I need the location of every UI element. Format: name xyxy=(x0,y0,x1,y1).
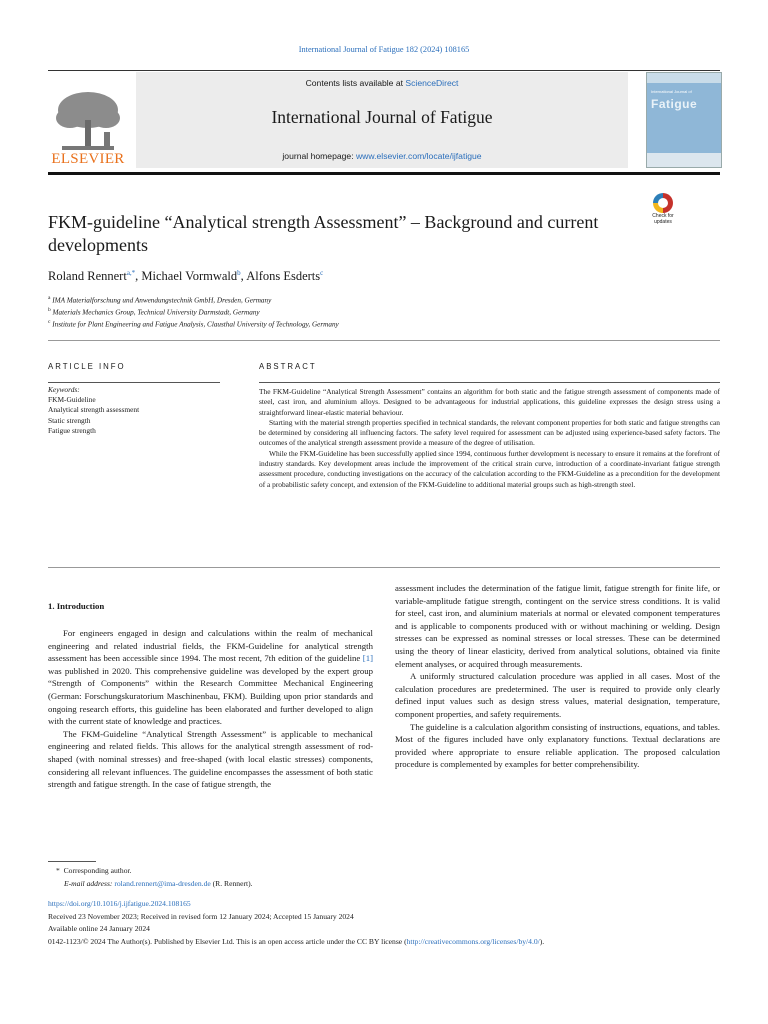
publisher-name: ELSEVIER xyxy=(51,151,125,167)
author-sup[interactable]: a,* xyxy=(126,269,136,277)
article-info-heading: ARTICLE INFO xyxy=(48,362,126,371)
section-heading-introduction: 1. Introduction xyxy=(48,601,105,611)
abstract-bottom-rule xyxy=(48,567,720,568)
license-line: 0142-1123/© 2024 The Author(s). Published by Elsevier Ltd. This is an open access article under the CC BY license (http://creativecommons.org/licenses/by/4.0/). xyxy=(48,937,545,946)
abstract-rule xyxy=(259,382,720,383)
body-paragraph: The FKM-Guideline “Analytical Strength Assessment” is applicable to mechanical engineering and related fields. This allows for the analytical strength assessment of rod-shaped (with nominal stresses) and free-shaped (with local elastic stresses) components, considering all relevant influences. The guideline encompasses the assessment of both static strength and fatigue strength. In the case of fatigue strength, the xyxy=(48,728,373,790)
received-dates: Received 23 November 2023; Received in revised form 12 January 2024; Accepted 15 January 2024 xyxy=(48,912,354,921)
keywords-label: Keywords: xyxy=(48,385,80,394)
journal-homepage: journal homepage: www.elsevier.com/locate/ijfatigue xyxy=(282,151,482,161)
body-left-column xyxy=(48,627,373,791)
abstract-paragraph: While the FKM-Guideline has been successfully applied since 1994, continuous further development is necessary to ensure it remains at the forefront of industry standards. Key development areas include the improvement of the critical strain curve, introduction of a coordinate-invariant fatigue strength assessment procedure, conducting investigations on the accuracy of the calculation according to the FKM-Guideline as a precondition for the development of a probabilistic safety concept, and extension of the FKM-Guideline to additional material groups such as high-strength steel. xyxy=(259,448,720,489)
reference-link[interactable]: [1] xyxy=(362,653,373,664)
affiliation: $^b$ Materials Mechanics Group, Technical University Darmstadt, Germany xyxy=(48,307,260,317)
author-name[interactable]: Michael Vormwald xyxy=(141,269,238,284)
cover-subtitle: International Journal of xyxy=(651,89,692,94)
license-link[interactable]: http://creativecommons.org/licenses/by/4.0/ xyxy=(406,937,540,946)
keyword: FKM-Guideline xyxy=(48,395,96,405)
body-paragraph: The guideline is a calculation algorithm consisting of instructions, equations, and tables. Most of the figures included have only explanatory functions. Textual declarations are provided where appropriate to ensure reliable application. The proposed calculation procedure is complemented by examples for better comprehensibility. xyxy=(395,721,720,770)
keyword: Analytical strength assessment xyxy=(48,405,140,415)
keyword: Static strength xyxy=(48,415,91,425)
body-paragraph: A uniformly structured calculation procedure was applied in all cases. Most of the calculation procedures are predetermined. The user is required to provide only clearly defined input values such as design stress values, material designation, temperature, component properties, and safety requirements. xyxy=(395,671,720,719)
header-top-rule xyxy=(48,70,720,71)
available-online: Available online 24 January 2024 xyxy=(48,924,150,933)
sciencedirect-link[interactable]: ScienceDirect xyxy=(405,78,459,88)
doi-link[interactable]: https://doi.org/10.1016/j.ijfatigue.2024.108165 xyxy=(48,899,191,908)
article-info-rule xyxy=(48,382,220,383)
body-paragraph: assessment includes the determination of the fatigue limit, fatigue strength for finite life, or variable-amplitude fatigue strength, contingent on the service stress conditions. It is valid for steel, cast iron, and aluminium materials at normal or elevated component temperatures and is applicable to components produced with or without machining or welding. Design stresses can be expressed as nominal stresses or local stresses. These can be determined using the theory of linear elasticity, derived from analytical solutions, obtained via finite element analyses, or acquired through measurements. xyxy=(395,583,720,669)
header-bottom-rule xyxy=(48,172,720,175)
keyword: Fatigue strength xyxy=(48,425,96,435)
affiliation-divider xyxy=(48,340,720,341)
affiliation: $^c$ Institute for Plant Engineering and Fatigue Analysis, Clausthal University of Technology, Germany xyxy=(48,319,339,329)
abstract-text xyxy=(259,387,720,490)
email-note: E-mail address: roland.rennert@ima-dresden.de (R. Rennert). xyxy=(64,879,253,888)
article-title: FKM-guideline “Analytical strength Assessment” – Background and current developments xyxy=(48,212,599,255)
abstract-paragraph: Starting with the material strength properties specified in technical standards, the relevant component properties for both static and fatigue strengths can be determined by considering all influencing factors. The safety level required for assessment can be adjusted using experience-based safety factors. The outcomes of the analytical strength assessment provide a measure of the degree of utilisation. xyxy=(259,417,720,448)
author-sup[interactable]: c xyxy=(320,269,324,277)
footnote-rule xyxy=(48,861,96,862)
corresponding-author-note: * Corresponding author. xyxy=(56,866,132,875)
check-for-updates-button[interactable] xyxy=(648,193,678,227)
journal-citation[interactable]: International Journal of Fatigue 182 (2024) 108165 xyxy=(298,45,470,54)
body-paragraph: For engineers engaged in design and calculations within the realm of mechanical engineering and related industrial fields, the FKM-Guideline for analytical strength assessment has been accessible since 1994. The most recent, 7th edition of the guideline [1] was published in 2020. This comprehensive guideline was developed by the expert group “Strength of Components” within the Research Committee Mechanical Engineering (German: Forschungskuratorium Maschinenbau, FKM). Building upon prior standards and ongoing research efforts, this guideline has been elaborated and further developed to align with the current state of knowledge and practices. xyxy=(48,628,373,727)
cover-title: Fatigue xyxy=(651,97,698,111)
author-name[interactable]: Roland Rennert xyxy=(48,269,127,284)
author-list: Roland Rennert$^{a,*}$, Michael Vormwald$^b$, Alfons Esderts$^c$ xyxy=(48,269,324,284)
author-name[interactable]: Alfons Esderts xyxy=(246,269,321,284)
homepage-link[interactable]: www.elsevier.com/locate/ijfatigue xyxy=(355,151,482,161)
keywords-block xyxy=(48,385,139,436)
abstract-heading: ABSTRACT xyxy=(259,362,317,371)
check-label-1: Check for xyxy=(652,213,674,219)
affiliation: $^a$ IMA Materialforschung und Anwendungstechnik GmbH, Dresden, Germany xyxy=(48,295,272,305)
check-label-2: updates xyxy=(654,218,672,225)
abstract-paragraph: The FKM-Guideline “Analytical Strength Assessment” contains an algorithm for both static and the fatigue strength assessment of components made of steel, cast iron, and aluminium alloys. Designed to be advantageous for industrial applications, this guideline expresses the design stress using a straightforward linear-elastic material behaviour. xyxy=(259,387,720,417)
body-right-column xyxy=(395,582,720,771)
author-sup[interactable]: b xyxy=(237,269,241,277)
check-updates-icon xyxy=(653,193,673,213)
contents-line: Contents lists available at ScienceDirect xyxy=(305,78,459,88)
journal-title: International Journal of Fatigue xyxy=(271,107,493,127)
journal-cover-image[interactable] xyxy=(646,72,722,168)
email-link[interactable]: roland.rennert@ima-dresden.de xyxy=(114,879,211,888)
